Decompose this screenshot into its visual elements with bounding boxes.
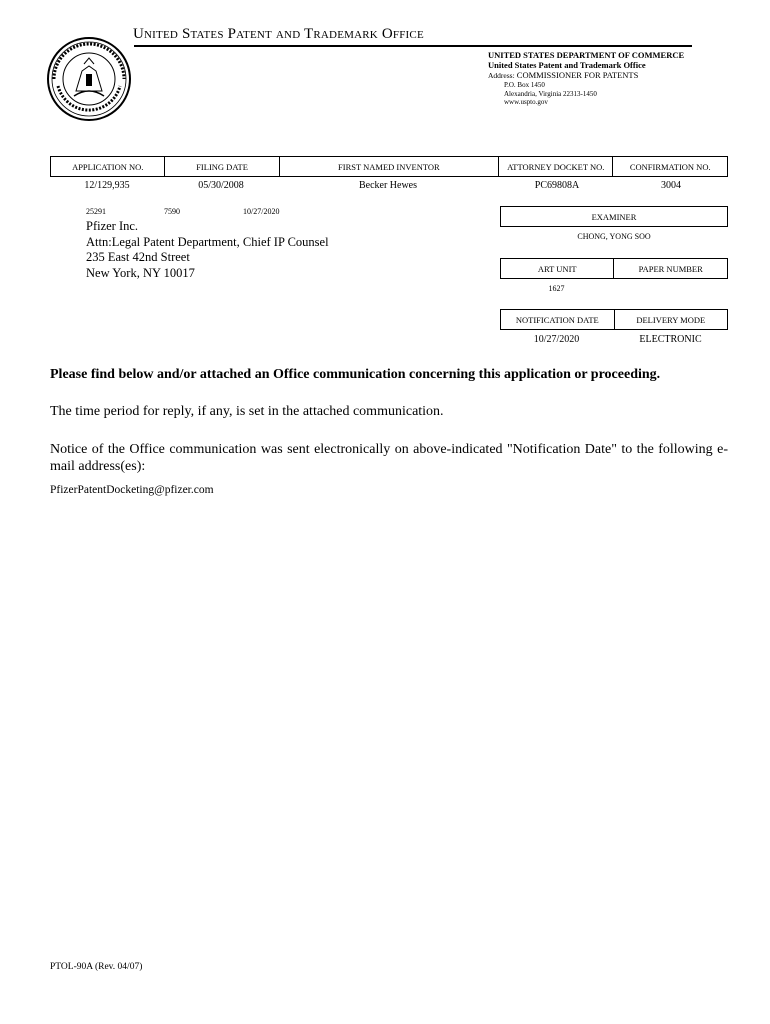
art-unit-header: ART UNIT [501,259,614,279]
examiner-header: EXAMINER [501,207,728,227]
dept-line-2: United States Patent and Trademark Office [488,60,646,70]
delivery-mode-value: ELECTRONIC [639,334,702,345]
attorney-docket-no-value: PC69808A [534,180,580,191]
filing-date-value: 05/30/2008 [198,180,244,191]
examiner-name: CHONG, YONG SOO [577,232,651,241]
dept-line-1: UNITED STATES DEPARTMENT OF COMMERCE [488,50,685,60]
notification-date-header: NOTIFICATION DATE [501,310,615,330]
communication-notice: Please find below and/or attached an Office communication concerning this application or proceeding. [50,367,661,382]
address-po-box: P.O. Box 1450 [504,81,545,89]
correspondence-date: 10/27/2020 [243,207,280,216]
examiner-table [500,206,728,227]
header-attorney-docket-no: ATTORNEY DOCKET NO. [499,157,613,177]
email-address: PfizerPatentDocketing@pfizer.com [50,484,214,496]
address-label: Address: [488,71,515,80]
header-confirmation-no: CONFIRMATION NO. [613,157,728,177]
header-application-no: APPLICATION NO. [51,157,165,177]
first-named-inventor-value: Becker Hewes [358,180,418,191]
title-rule [134,45,692,47]
application-table [50,156,728,177]
paper-number-header: PAPER NUMBER [614,259,728,279]
header-filing-date: FILING DATE [165,157,279,177]
form-identifier: PTOL-90A (Rev. 04/07) [50,962,143,972]
correspondence-address [86,219,329,281]
application-no-value: 12/129,935 [84,180,130,191]
confirmation-no-value: 3004 [661,180,681,191]
addressee-attn: Attn:Legal Patent Department, Chief IP Counsel [86,234,329,249]
address-city: Alexandria, Virginia 22313-1450 [504,89,597,98]
office-title: United States Patent and Trademark Office [133,26,424,42]
address-line [488,70,684,81]
address-website: www.uspto.gov [504,98,548,106]
application-table-header-row [51,157,728,177]
uspto-seal-logo [46,36,132,122]
art-unit-table [500,258,728,279]
address-commissioner: COMMISSIONER FOR PATENTS [516,70,639,80]
correspondence-code: 7590 [164,207,180,216]
header-first-named-inventor: FIRST NAMED INVENTOR [279,157,498,177]
notification-table [500,309,728,330]
department-address-block [488,50,684,107]
notification-date-value: 10/27/2020 [533,334,580,345]
addressee-name: Pfizer Inc. [86,219,139,233]
art-unit-value: 1627 [548,284,565,293]
customer-number: 25291 [86,207,106,216]
addressee-street: 235 East 42nd Street [86,250,190,264]
electronic-notice: Notice of the Office communication was sent electronically on above-indicated "Notification Date" to the following e-mail address(es): [50,442,728,474]
delivery-mode-header: DELIVERY MODE [614,310,727,330]
addressee-city: New York, NY 10017 [86,265,195,280]
reply-period-notice: The time period for reply, if any, is set in the attached communication. [50,404,444,419]
